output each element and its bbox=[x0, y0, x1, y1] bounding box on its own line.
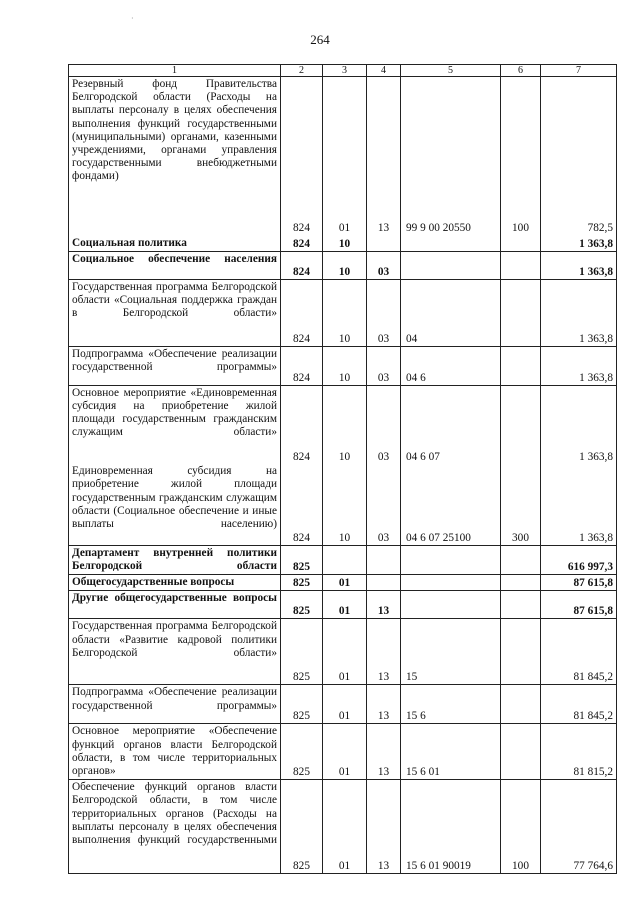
row-csr-cell: 04 6 07 25100 bbox=[401, 464, 501, 545]
table-row bbox=[69, 464, 617, 545]
row-pr-cell: 03 bbox=[367, 346, 401, 385]
row-rz-cell: 10 bbox=[323, 251, 367, 279]
row-gr-cell: 824 bbox=[281, 279, 323, 346]
table-row bbox=[69, 385, 617, 464]
row-pr-cell: 03 bbox=[367, 464, 401, 545]
row-pr-cell: 03 bbox=[367, 251, 401, 279]
row-gr-cell: 824 bbox=[281, 346, 323, 385]
table-row bbox=[69, 619, 617, 685]
column-header: 4 bbox=[367, 65, 401, 77]
row-csr-cell: 15 6 bbox=[401, 685, 501, 724]
row-sum-cell: 81 845,2 bbox=[541, 619, 617, 685]
row-csr-cell: 04 6 bbox=[401, 346, 501, 385]
row-rz-cell bbox=[323, 545, 367, 574]
row-name-cell: Обеспечение функций органов власти Белгородской области, в том числе территориальных органов (Расходы на выплаты персоналу в целях обеспечения выполнения функций государственными bbox=[69, 780, 281, 874]
row-name-cell: Основное мероприятие «Единовременная субсидия на приобретение жилой площади государственным гражданским служащим области» bbox=[69, 385, 281, 464]
row-name-cell: Единовременная субсидия на приобретение жилой площади государственным гражданским служащим области (Социальное обеспечение и иные выплаты населению) bbox=[69, 464, 281, 545]
page-number: 264 bbox=[310, 32, 330, 47]
row-gr-cell: 824 bbox=[281, 385, 323, 464]
column-header: 6 bbox=[501, 65, 541, 77]
row-vr-cell bbox=[501, 279, 541, 346]
row-vr-cell: 300 bbox=[501, 464, 541, 545]
table-row bbox=[69, 77, 617, 236]
row-sum-cell: 87 615,8 bbox=[541, 591, 617, 619]
column-header: 2 bbox=[281, 65, 323, 77]
row-gr-cell: 824 bbox=[281, 236, 323, 252]
row-csr-cell: 99 9 00 20550 bbox=[401, 77, 501, 236]
column-header: 5 bbox=[401, 65, 501, 77]
row-sum-cell: 1 363,8 bbox=[541, 251, 617, 279]
row-csr-cell bbox=[401, 591, 501, 619]
table-row bbox=[69, 236, 617, 252]
table-row bbox=[69, 724, 617, 780]
row-csr-cell bbox=[401, 575, 501, 591]
row-gr-cell: 825 bbox=[281, 685, 323, 724]
row-pr-cell bbox=[367, 575, 401, 591]
row-sum-cell: 77 764,6 bbox=[541, 780, 617, 874]
row-pr-cell: 13 bbox=[367, 591, 401, 619]
row-rz-cell: 01 bbox=[323, 685, 367, 724]
row-sum-cell: 1 363,8 bbox=[541, 279, 617, 346]
table-row bbox=[69, 780, 617, 874]
scan-speck: · bbox=[131, 14, 134, 23]
row-name-cell: Государственная программа Белгородской области «Развитие кадровой политики Белгородской области» bbox=[69, 619, 281, 685]
row-pr-cell: 13 bbox=[367, 619, 401, 685]
row-rz-cell: 10 bbox=[323, 279, 367, 346]
row-csr-cell: 04 bbox=[401, 279, 501, 346]
row-name-cell: Социальное обеспечение населения bbox=[69, 251, 281, 279]
row-gr-cell: 825 bbox=[281, 619, 323, 685]
row-csr-cell: 15 6 01 90019 bbox=[401, 780, 501, 874]
row-pr-cell: 13 bbox=[367, 780, 401, 874]
row-csr-cell: 15 bbox=[401, 619, 501, 685]
row-vr-cell bbox=[501, 385, 541, 464]
row-vr-cell: 100 bbox=[501, 780, 541, 874]
row-vr-cell bbox=[501, 236, 541, 252]
row-gr-cell: 824 bbox=[281, 464, 323, 545]
row-gr-cell: 825 bbox=[281, 591, 323, 619]
row-name-cell: Подпрограмма «Обеспечение реализации государственной программы» bbox=[69, 685, 281, 724]
row-rz-cell: 01 bbox=[323, 619, 367, 685]
table-body bbox=[69, 77, 617, 874]
row-rz-cell: 10 bbox=[323, 464, 367, 545]
row-vr-cell bbox=[501, 575, 541, 591]
row-pr-cell: 13 bbox=[367, 77, 401, 236]
budget-table bbox=[68, 64, 617, 874]
row-csr-cell bbox=[401, 236, 501, 252]
row-name-cell: Общегосударственные вопросы bbox=[69, 575, 281, 591]
row-name-cell: Другие общегосударственные вопросы bbox=[69, 591, 281, 619]
row-csr-cell: 04 6 07 bbox=[401, 385, 501, 464]
row-sum-cell: 1 363,8 bbox=[541, 236, 617, 252]
row-vr-cell bbox=[501, 346, 541, 385]
row-pr-cell bbox=[367, 545, 401, 574]
row-name-cell: Резервный фонд Правительства Белгородской области (Расходы на выплаты персоналу в целях обеспечения выполнения функций государственными (муниципальными) органами, казенными учреждениями, органами управления государственными внебюджетными фондами) bbox=[69, 77, 281, 236]
row-vr-cell bbox=[501, 685, 541, 724]
row-gr-cell: 825 bbox=[281, 724, 323, 780]
row-rz-cell: 01 bbox=[323, 77, 367, 236]
row-rz-cell: 01 bbox=[323, 724, 367, 780]
row-vr-cell bbox=[501, 251, 541, 279]
table-row bbox=[69, 279, 617, 346]
row-sum-cell: 616 997,3 bbox=[541, 545, 617, 574]
row-pr-cell bbox=[367, 236, 401, 252]
row-sum-cell: 81 845,2 bbox=[541, 685, 617, 724]
row-gr-cell: 825 bbox=[281, 545, 323, 574]
table-header-row bbox=[69, 65, 617, 77]
table-row bbox=[69, 545, 617, 574]
row-pr-cell: 03 bbox=[367, 385, 401, 464]
column-header: 1 bbox=[69, 65, 281, 77]
row-rz-cell: 01 bbox=[323, 591, 367, 619]
row-sum-cell: 81 815,2 bbox=[541, 724, 617, 780]
row-vr-cell bbox=[501, 591, 541, 619]
row-name-cell: Подпрограмма «Обеспечение реализации государственной программы» bbox=[69, 346, 281, 385]
column-header: 7 bbox=[541, 65, 617, 77]
row-sum-cell: 87 615,8 bbox=[541, 575, 617, 591]
row-gr-cell: 824 bbox=[281, 77, 323, 236]
row-rz-cell: 10 bbox=[323, 346, 367, 385]
row-pr-cell: 03 bbox=[367, 279, 401, 346]
row-rz-cell: 10 bbox=[323, 385, 367, 464]
row-gr-cell: 825 bbox=[281, 575, 323, 591]
row-rz-cell: 01 bbox=[323, 575, 367, 591]
row-name-cell: Социальная политика bbox=[69, 236, 281, 252]
row-rz-cell: 10 bbox=[323, 236, 367, 252]
row-sum-cell: 1 363,8 bbox=[541, 385, 617, 464]
row-csr-cell: 15 6 01 bbox=[401, 724, 501, 780]
row-pr-cell: 13 bbox=[367, 685, 401, 724]
row-gr-cell: 825 bbox=[281, 780, 323, 874]
row-rz-cell: 01 bbox=[323, 780, 367, 874]
row-name-cell: Основное мероприятие «Обеспечение функций органов власти Белгородской области, в том числе территориальных органов» bbox=[69, 724, 281, 780]
row-name-cell: Государственная программа Белгородской области «Социальная поддержка граждан в Белгородской области» bbox=[69, 279, 281, 346]
row-vr-cell bbox=[501, 619, 541, 685]
table-row bbox=[69, 251, 617, 279]
row-pr-cell: 13 bbox=[367, 724, 401, 780]
row-vr-cell bbox=[501, 545, 541, 574]
column-header: 3 bbox=[323, 65, 367, 77]
row-csr-cell bbox=[401, 545, 501, 574]
row-name-cell: Департамент внутренней политики Белгородской области bbox=[69, 545, 281, 574]
row-vr-cell bbox=[501, 724, 541, 780]
table-row bbox=[69, 575, 617, 591]
table-row bbox=[69, 591, 617, 619]
row-sum-cell: 1 363,8 bbox=[541, 464, 617, 545]
row-csr-cell bbox=[401, 251, 501, 279]
row-vr-cell: 100 bbox=[501, 77, 541, 236]
row-sum-cell: 782,5 bbox=[541, 77, 617, 236]
table-row bbox=[69, 346, 617, 385]
row-gr-cell: 824 bbox=[281, 251, 323, 279]
table-row bbox=[69, 685, 617, 724]
row-sum-cell: 1 363,8 bbox=[541, 346, 617, 385]
